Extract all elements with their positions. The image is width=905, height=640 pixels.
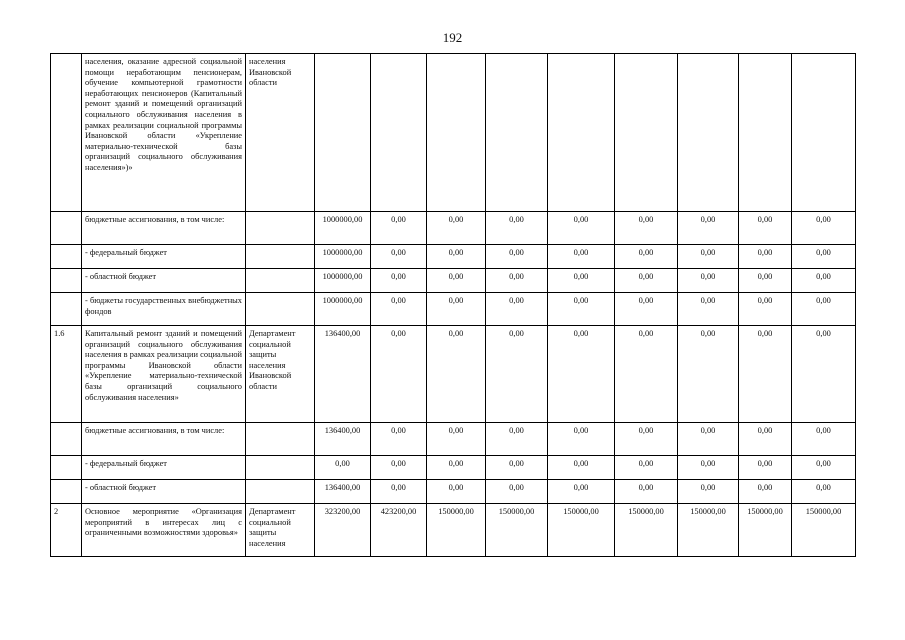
amount-cell bbox=[792, 54, 856, 212]
amount-cell: 0,00 bbox=[792, 326, 856, 423]
amount-cell: 150000,00 bbox=[678, 504, 739, 557]
amount-cell bbox=[739, 54, 792, 212]
amount-cell: 0,00 bbox=[678, 212, 739, 245]
amount-cell: 150000,00 bbox=[486, 504, 548, 557]
row-number bbox=[51, 245, 82, 269]
amount-cell: 0,00 bbox=[427, 326, 486, 423]
amount-cell: 0,00 bbox=[427, 480, 486, 504]
table-row bbox=[51, 326, 856, 423]
budget-table bbox=[50, 53, 856, 557]
amount-cell: 0,00 bbox=[678, 269, 739, 293]
amount-cell: 0,00 bbox=[486, 212, 548, 245]
row-description: Капитальный ремонт зданий и помещений организаций социального обслуживания населения в рамках реализации социальной программы Ивановской области «Укрепление материально-технической базы организаций социального обслуживания населения» bbox=[82, 326, 246, 423]
amount-cell: 0,00 bbox=[371, 480, 427, 504]
responsible-department: Департамент социальной защиты населения Ивановской области bbox=[246, 326, 315, 423]
responsible-department bbox=[246, 269, 315, 293]
amount-cell bbox=[371, 54, 427, 212]
amount-cell: 0,00 bbox=[792, 245, 856, 269]
amount-cell: 0,00 bbox=[315, 456, 371, 480]
responsible-department bbox=[246, 293, 315, 326]
amount-cell: 0,00 bbox=[486, 245, 548, 269]
row-number bbox=[51, 456, 82, 480]
amount-cell: 0,00 bbox=[615, 212, 678, 245]
amount-cell: 0,00 bbox=[548, 326, 615, 423]
row-number bbox=[51, 480, 82, 504]
amount-cell bbox=[615, 54, 678, 212]
amount-cell: 0,00 bbox=[792, 423, 856, 456]
amount-cell: 0,00 bbox=[739, 293, 792, 326]
row-description: - федеральный бюджет bbox=[82, 245, 246, 269]
amount-cell bbox=[678, 54, 739, 212]
amount-cell: 0,00 bbox=[371, 293, 427, 326]
amount-cell: 150000,00 bbox=[615, 504, 678, 557]
amount-cell: 0,00 bbox=[739, 456, 792, 480]
table-row bbox=[51, 480, 856, 504]
amount-cell: 1000000,00 bbox=[315, 269, 371, 293]
table-row bbox=[51, 293, 856, 326]
amount-cell: 0,00 bbox=[739, 245, 792, 269]
amount-cell: 0,00 bbox=[615, 480, 678, 504]
amount-cell: 0,00 bbox=[792, 212, 856, 245]
row-description: Основное мероприятие «Организация мероприятий в интересах лиц с ограниченными возможностями здоровья» bbox=[82, 504, 246, 557]
table-row bbox=[51, 456, 856, 480]
responsible-department bbox=[246, 423, 315, 456]
amount-cell: 0,00 bbox=[615, 293, 678, 326]
amount-cell: 0,00 bbox=[548, 212, 615, 245]
amount-cell: 0,00 bbox=[427, 293, 486, 326]
responsible-department bbox=[246, 212, 315, 245]
amount-cell: 0,00 bbox=[739, 480, 792, 504]
amount-cell: 0,00 bbox=[548, 269, 615, 293]
amount-cell: 0,00 bbox=[427, 456, 486, 480]
amount-cell: 0,00 bbox=[739, 326, 792, 423]
amount-cell: 0,00 bbox=[678, 326, 739, 423]
amount-cell: 136400,00 bbox=[315, 423, 371, 456]
row-description: бюджетные ассигнования, в том числе: bbox=[82, 212, 246, 245]
amount-cell: 0,00 bbox=[792, 480, 856, 504]
row-number bbox=[51, 423, 82, 456]
amount-cell: 0,00 bbox=[427, 245, 486, 269]
row-number bbox=[51, 293, 82, 326]
amount-cell: 0,00 bbox=[678, 456, 739, 480]
row-description: населения, оказание адресной социальной помощи неработающим пенсионерам, обучение компьютерной грамотности неработающих пенсионеров (Капитальный ремонт зданий и помещений организаций социального обслуживания населения в рамках реализации социальной программы Ивановской области «Укрепление материально-технической базы организаций социального обслуживания населения»)» bbox=[82, 54, 246, 212]
amount-cell: 423200,00 bbox=[371, 504, 427, 557]
amount-cell: 0,00 bbox=[615, 245, 678, 269]
row-number: 2 bbox=[51, 504, 82, 557]
row-number bbox=[51, 54, 82, 212]
table-row bbox=[51, 504, 856, 557]
row-number bbox=[51, 212, 82, 245]
row-number: 1.6 bbox=[51, 326, 82, 423]
responsible-department: Департамент социальной защиты населения bbox=[246, 504, 315, 557]
amount-cell: 0,00 bbox=[371, 423, 427, 456]
row-description: - областной бюджет bbox=[82, 480, 246, 504]
amount-cell: 0,00 bbox=[792, 456, 856, 480]
amount-cell bbox=[427, 54, 486, 212]
amount-cell: 0,00 bbox=[792, 293, 856, 326]
amount-cell: 0,00 bbox=[792, 269, 856, 293]
table-row bbox=[51, 245, 856, 269]
amount-cell: 0,00 bbox=[427, 212, 486, 245]
amount-cell: 0,00 bbox=[548, 456, 615, 480]
amount-cell: 0,00 bbox=[739, 269, 792, 293]
responsible-department: населения Ивановской области bbox=[246, 54, 315, 212]
amount-cell: 0,00 bbox=[548, 245, 615, 269]
amount-cell: 0,00 bbox=[615, 456, 678, 480]
amount-cell: 150000,00 bbox=[739, 504, 792, 557]
amount-cell: 0,00 bbox=[486, 269, 548, 293]
amount-cell: 0,00 bbox=[371, 245, 427, 269]
amount-cell: 0,00 bbox=[548, 423, 615, 456]
amount-cell: 150000,00 bbox=[548, 504, 615, 557]
amount-cell: 0,00 bbox=[486, 456, 548, 480]
amount-cell: 150000,00 bbox=[427, 504, 486, 557]
table-row bbox=[51, 269, 856, 293]
responsible-department bbox=[246, 456, 315, 480]
amount-cell: 0,00 bbox=[427, 269, 486, 293]
amount-cell: 1000000,00 bbox=[315, 212, 371, 245]
amount-cell: 0,00 bbox=[739, 212, 792, 245]
amount-cell: 0,00 bbox=[427, 423, 486, 456]
amount-cell: 0,00 bbox=[615, 269, 678, 293]
amount-cell bbox=[486, 54, 548, 212]
page-number: 192 bbox=[442, 30, 463, 45]
amount-cell bbox=[315, 54, 371, 212]
amount-cell: 150000,00 bbox=[792, 504, 856, 557]
amount-cell: 323200,00 bbox=[315, 504, 371, 557]
table-row bbox=[51, 212, 856, 245]
amount-cell: 0,00 bbox=[615, 423, 678, 456]
amount-cell: 0,00 bbox=[486, 293, 548, 326]
responsible-department bbox=[246, 480, 315, 504]
row-description: - областной бюджет bbox=[82, 269, 246, 293]
amount-cell: 136400,00 bbox=[315, 326, 371, 423]
amount-cell: 0,00 bbox=[548, 480, 615, 504]
amount-cell: 0,00 bbox=[548, 293, 615, 326]
table-row bbox=[51, 423, 856, 456]
responsible-department bbox=[246, 245, 315, 269]
amount-cell: 0,00 bbox=[371, 212, 427, 245]
amount-cell: 0,00 bbox=[371, 456, 427, 480]
row-description: - бюджеты государственных внебюджетных фондов bbox=[82, 293, 246, 326]
amount-cell: 0,00 bbox=[678, 480, 739, 504]
amount-cell: 0,00 bbox=[486, 326, 548, 423]
amount-cell: 1000000,00 bbox=[315, 245, 371, 269]
amount-cell: 0,00 bbox=[371, 269, 427, 293]
table-row bbox=[51, 54, 856, 212]
amount-cell: 0,00 bbox=[739, 423, 792, 456]
amount-cell: 0,00 bbox=[371, 326, 427, 423]
amount-cell: 0,00 bbox=[486, 423, 548, 456]
amount-cell: 0,00 bbox=[615, 326, 678, 423]
amount-cell: 136400,00 bbox=[315, 480, 371, 504]
row-number bbox=[51, 269, 82, 293]
amount-cell: 0,00 bbox=[486, 480, 548, 504]
amount-cell: 0,00 bbox=[678, 245, 739, 269]
amount-cell bbox=[548, 54, 615, 212]
row-description: - федеральный бюджет bbox=[82, 456, 246, 480]
amount-cell: 0,00 bbox=[678, 293, 739, 326]
row-description: бюджетные ассигнования, в том числе: bbox=[82, 423, 246, 456]
amount-cell: 0,00 bbox=[678, 423, 739, 456]
amount-cell: 1000000,00 bbox=[315, 293, 371, 326]
